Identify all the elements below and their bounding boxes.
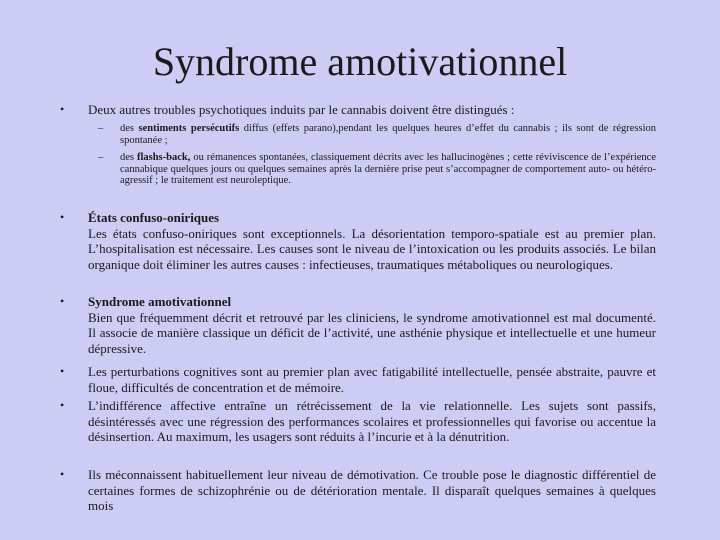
etats-text: Les états confuso-oniriques sont exceptionnels. La désorientation temporo-spatiale est au premier plan. L’hospitalisation est nécessaire. Les causes sont le niveau de l’intoxication ou les produits associés. Le bilan organique doit éliminer les autres causes : infectieuses, traumatiques métaboliques ou neurologiques. xyxy=(88,225,656,272)
bullet-indifference xyxy=(60,398,656,445)
sub-item-bold: sentiments persécutifs xyxy=(138,123,240,134)
bullet-intro xyxy=(60,102,656,118)
indifference-text: L’indifférence affective entraîne un rétrécissement de la vie relationnelle. Les sujets sont passifs, désintéressés avec une régression des performances scolaires et professionnelles qui favorise ou accentue la désinsertion. Au maximum, les usagers sont réduits à l’incurie et à la dénutrition. xyxy=(88,398,656,444)
meconnaissent-text: Ils méconnaissent habituellement leur niveau de démotivation. Ce trouble pose le diagnostic différentiel de certaines formes de schizophrénie ou de détérioration mentale. Il disparaît quelques semaines à quelques mois xyxy=(88,467,656,513)
bullet-meconnaissent xyxy=(60,467,656,514)
bullet-dot: • xyxy=(60,210,65,224)
etats-heading: États confuso-oniriques xyxy=(88,210,220,225)
bullet-etats xyxy=(60,210,656,272)
bullet-dot: • xyxy=(60,364,65,378)
sub-item-bold: flashs-back, xyxy=(136,152,191,163)
bullet-perturbations xyxy=(60,364,656,395)
bullet-dot: • xyxy=(60,102,65,116)
sub-item-text: diffus (effets parano),pendant les quelques heures d’effet du cannabis ; ils sont de régression spontanée ; xyxy=(120,123,657,146)
sub-dash: – xyxy=(98,152,104,163)
sub-item-prefix: des xyxy=(120,123,139,134)
slide-title: Syndrome amotivationnel xyxy=(152,39,568,84)
sub-item-persecutifs xyxy=(98,123,657,146)
sub-item-text: ou rémanences spontanées, classiquement décrits avec les hallucinogènes ; cette réviviscence de l’expérience cannabique quelques jours ou quelques semaines après la dernière prise peut s’accompagner de comportement auto- ou hétéro-agressif ; le traitement est neuroleptique. xyxy=(120,152,656,187)
sub-item-prefix: des xyxy=(120,152,137,163)
sub-item-flashback xyxy=(98,152,656,187)
bullet-syndrome xyxy=(60,294,656,356)
intro-text: Deux autres troubles psychotiques induits par le cannabis doivent être distingués : xyxy=(88,102,515,117)
sub-dash: – xyxy=(98,123,104,134)
bullet-dot: • xyxy=(60,398,65,412)
bullet-dot: • xyxy=(60,467,65,481)
syndrome-text: Bien que fréquemment décrit et retrouvé par les cliniciens, le syndrome amotivationnel est mal documenté. Il associe de manière classique un déficit de l’activité, une asthénie physique et intellectuelle et une humeur dépressive. xyxy=(88,309,656,356)
perturbations-text: Les perturbations cognitives sont au premier plan avec fatigabilité intellectuelle, pensée abstraite, pauvre et floue, difficultés de concentration et de mémoire. xyxy=(88,364,656,395)
syndrome-heading: Syndrome amotivationnel xyxy=(88,294,232,309)
bullet-dot: • xyxy=(60,294,65,308)
